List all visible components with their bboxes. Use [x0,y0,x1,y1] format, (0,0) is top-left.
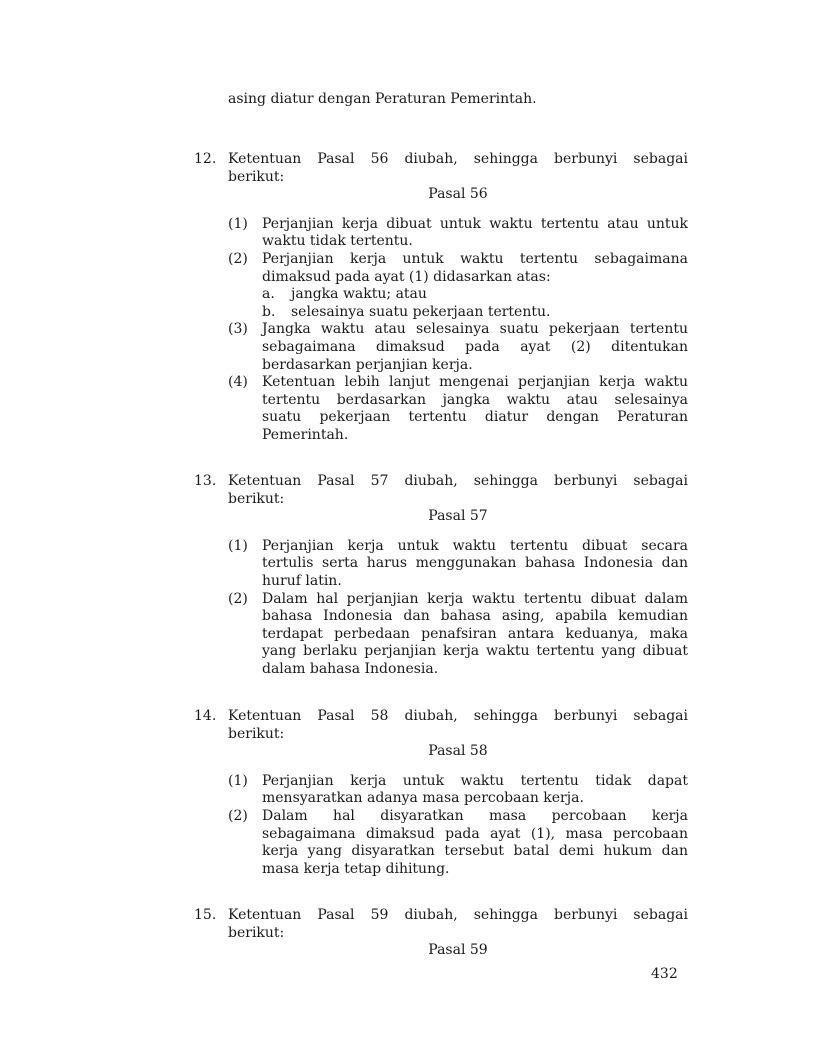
item-number: 12. [194,151,217,167]
clause-text: yang berlaku perjanjian kerja waktu tertentu yang dibuat [262,643,688,660]
clause-number: (1) [228,215,248,232]
clause-text: dalam bahasa Indonesia. [262,661,439,677]
sub-item-letter: a. [262,286,275,303]
clause-text: huruf latin. [262,573,342,589]
clause-number: (2) [228,808,248,824]
sub-item-text: jangka waktu; atau [291,286,427,303]
pasal-title: Pasal 57 [428,508,488,525]
clause-text: suatu pekerjaan tertentu diatur dengan Peraturan [262,409,688,426]
clause-text: tertentu berdasarkan jangka waktu atau selesainya [262,391,688,408]
clause-number: (2) [228,251,248,267]
clause-number: (1) [228,537,248,554]
clause-text: sebagaimana dimaksud pada ayat (2) ditentukan [262,339,688,355]
pasal-title: Pasal 58 [428,743,488,760]
clause-text: bahasa Indonesia dan bahasa asing, apabila kemudian [262,608,688,625]
clause-text: kerja yang disyaratkan tersebut batal demi hukum dan [262,843,688,860]
clause-text: Perjanjian kerja untuk waktu tertentu dibuat secara [262,537,688,554]
item-heading-cont: berikut: [228,168,285,185]
intro-text: asing diatur dengan Peraturan Pemerintah. [228,91,537,107]
pasal-title: Pasal 59 [428,942,488,959]
item-heading: Ketentuan Pasal 58 diubah, sehingga berbunyi sebagai [228,708,688,724]
clause-text: masa kerja tetap dihitung. [262,860,450,877]
item-number: 13. [194,473,217,489]
clause-text: Perjanjian kerja untuk waktu tertentu tidak dapat [262,772,688,789]
clause-number: (4) [228,374,248,391]
clause-text: tertulis serta harus menggunakan bahasa Indonesia dan [262,555,688,572]
sub-item-text: selesainya suatu pekerjaan tertentu. [291,303,551,320]
clause-text: Jangka waktu atau selesainya suatu pekerjaan tertentu [262,321,688,338]
item-heading: Ketentuan Pasal 57 diubah, sehingga berbunyi sebagai [228,473,688,489]
item-heading-cont: berikut: [228,924,285,941]
clause-text: Ketentuan lebih lanjut mengenai perjanjian kerja waktu [262,374,688,391]
clause-text: Dalam hal disyaratkan masa percobaan kerja [262,808,688,824]
page-number: 432 [651,966,678,982]
clause-text: sebagaimana dimaksud pada ayat (1), masa percobaan [262,825,688,842]
item-heading-cont: berikut: [228,490,285,507]
clause-text: berdasarkan perjanjian kerja. [262,356,473,373]
clause-text: mensyaratkan adanya masa percobaan kerja. [262,790,584,807]
item-heading: Ketentuan Pasal 56 diubah, sehingga berbunyi sebagai [228,151,688,167]
sub-item-letter: b. [262,303,276,320]
clause-number: (3) [228,321,248,338]
pasal-title: Pasal 56 [428,186,488,203]
clause-text: dimaksud pada ayat (1) didasarkan atas: [262,268,551,285]
item-number: 14. [194,708,217,724]
clause-text: Perjanjian kerja dibuat untuk waktu tertentu atau untuk [262,215,688,232]
item-heading-cont: berikut: [228,725,285,742]
item-heading: Ketentuan Pasal 59 diubah, sehingga berbunyi sebagai [228,907,688,923]
clause-number: (1) [228,772,248,789]
clause-text: Dalam hal perjanjian kerja waktu tertentu dibuat dalam [262,590,688,607]
clause-text: terdapat perbedaan penafsiran antara keduanya, maka [262,625,688,642]
clause-text: Perjanjian kerja untuk waktu tertentu sebagaimana [262,251,688,267]
clause-number: (2) [228,590,248,607]
clause-text: waktu tidak tertentu. [262,233,413,250]
item-number: 15. [194,907,217,923]
clause-text: Pemerintah. [262,427,349,443]
